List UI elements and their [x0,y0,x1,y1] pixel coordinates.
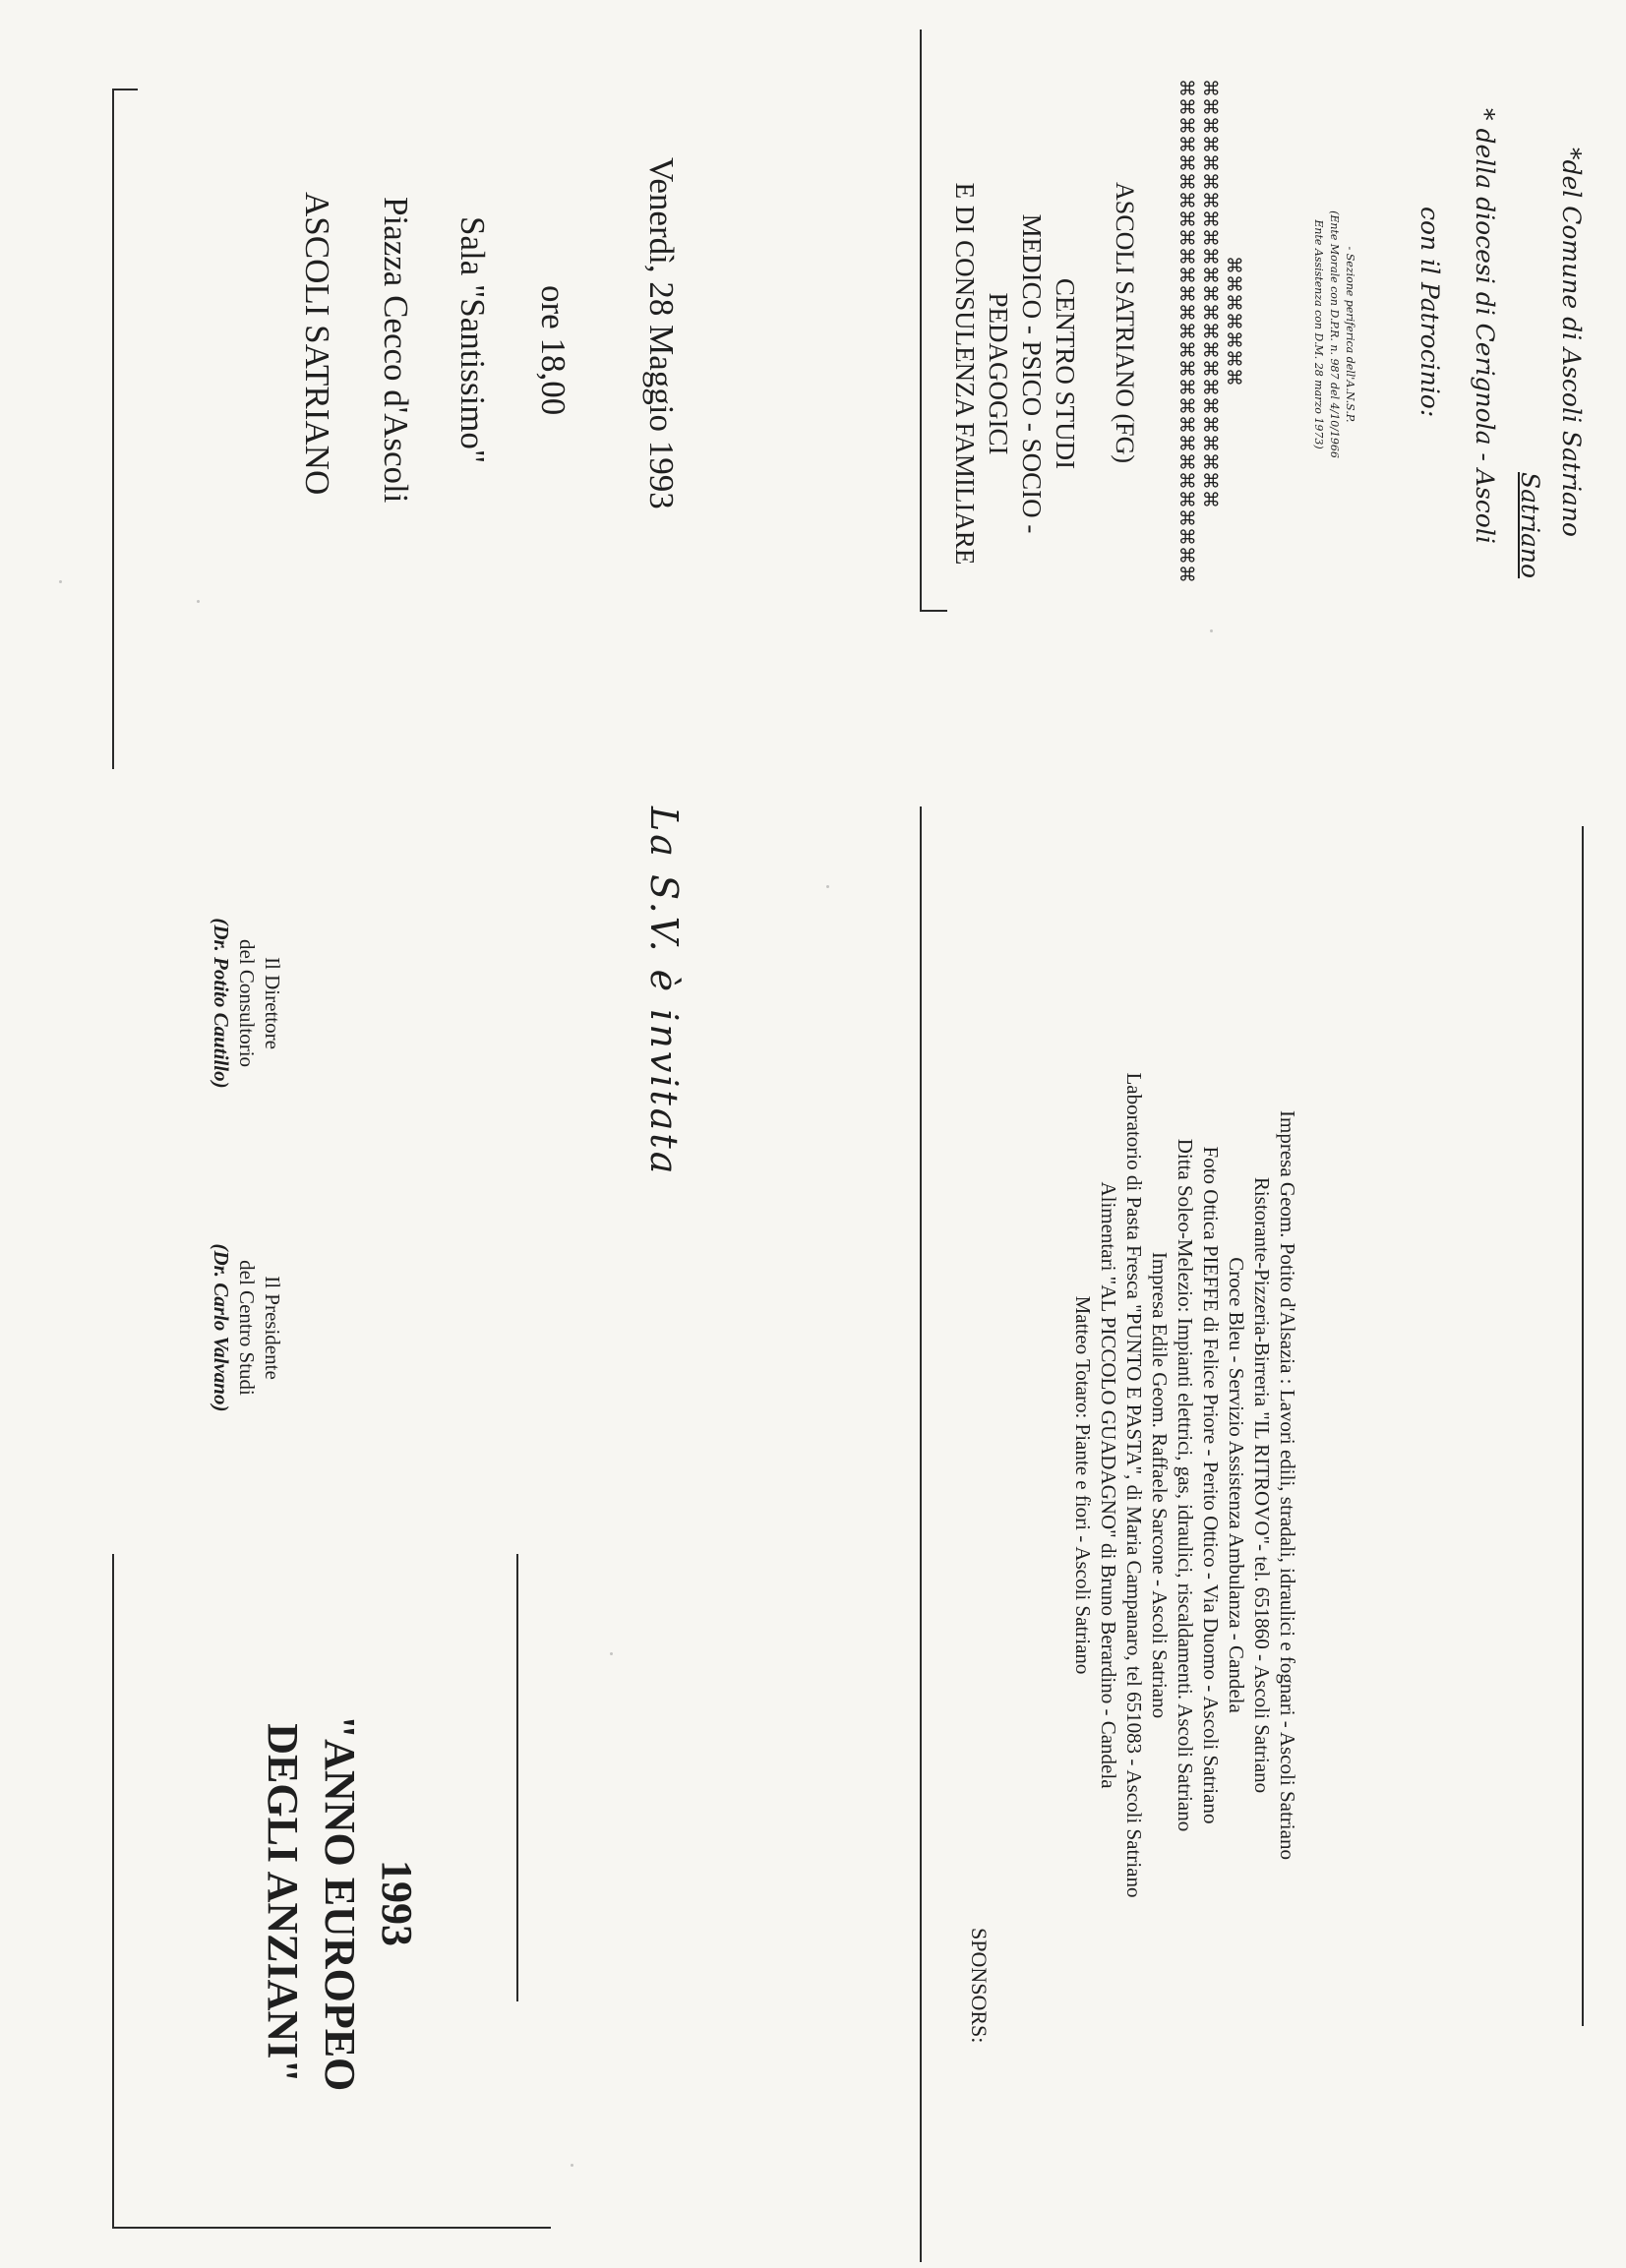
frame-right-top-horizontal [920,610,947,612]
sponsors-list [1070,944,1300,2026]
sponsors-heading: SPONSORS: [967,1928,992,2044]
sponsor-item: Matteo Totaro: Piante e fiori - Ascoli Satriano [1071,1295,1095,1675]
organizer-block [948,118,1082,629]
frame-title-divider [516,1554,518,2001]
title-block [254,1682,425,2124]
legal-line3: Ente Assistenza con D.M. 28 marzo 1973) [1312,219,1325,449]
patronage-item2: *del Comune di Ascoli Satriano [1557,148,1586,537]
organizer-line3: PEDAGOGICI [984,292,1013,455]
ornament-border-c [1222,256,1245,452]
patronage-item1b: Satriano [1516,472,1544,579]
organizer-location-wrap [1108,182,1141,575]
event-address: Piazza Cecco d'Ascoli [377,197,415,504]
frame-left-vertical-bottom [112,1554,114,2229]
ornament-border-b [1198,79,1222,590]
organizer-line4: E DI CONSULENZA FAMILIARE [950,182,980,566]
president-title2: del Centro Studi [235,1260,259,1396]
ornament-row-a: ⌘⌘⌘⌘⌘⌘⌘⌘⌘⌘⌘⌘⌘⌘⌘⌘⌘⌘⌘⌘⌘⌘⌘⌘⌘⌘⌘ [1175,79,1197,583]
sponsor-item: Impresa Edile Geom. Raffaele Sarcone - Ascoli Satriano [1148,1251,1172,1719]
scan-speck [59,580,62,583]
director-name: (Dr. Potito Cautillo) [210,918,233,1089]
sponsor-item: Alimentari "AL PICCOLO GUADAGNO" di Bruno Berardino - Candela [1097,1181,1120,1789]
president-signature [209,1210,285,1446]
director-title2: del Consultorio [235,938,259,1068]
organizer-line1: CENTRO STUDI [1051,277,1080,470]
event-block [633,157,689,610]
event-time-wrap [525,285,580,580]
sponsor-item: Ristorante-Pizzeria-Birreria "IL RITROVO"- tel. 651860 - Ascoli Satriano [1250,1176,1274,1794]
sponsor-item: Impresa Geom. Potito d'Alsazia : Lavori edili, stradali, idraulici e fognari - Ascoli Satriano [1276,1110,1299,1860]
scan-speck [1210,629,1213,632]
event-address-wrap [368,197,423,610]
frame-left-vertical-top [112,89,114,769]
scan-speck [610,1652,613,1655]
title-line2: DEGLI ANZIANI" [259,1723,307,2083]
sponsor-item: Laboratorio di Pasta Fresca "PUNTO E PASTA", di Maria Campanaro, tel 651083 - Ascoli Satriano [1122,1072,1146,1898]
patronage-item1b-wrap [1513,472,1546,610]
organizer-location: ASCOLI SATRIANO (FG) [1111,182,1139,464]
legal-line2: (Ente Morale con D.P.R. n. 987 del 4/10/1966 [1328,210,1341,458]
frame-right-bottom-vertical [920,806,922,2262]
event-venue-wrap [445,216,500,610]
director-signature [209,885,285,1121]
scan-speck [826,885,829,888]
invitation-wrap [639,806,689,1180]
sponsors-heading-wrap [964,1928,994,2124]
invitation-handwritten: La S.V. è invitata [642,806,686,1177]
frame-top-left-horizontal [112,89,138,90]
director-title1: Il Direttore [261,957,284,1049]
frame-far-right-vertical [1582,826,1584,2026]
patronage-item1-wrap [1468,108,1501,639]
event-venue: Sala "Santissimo" [453,216,492,464]
patronage-item1: * della diocesi di Cerignola - Ascoli [1471,108,1499,544]
title-year: 1993 [373,1860,421,1946]
event-city: ASCOLI SATRIANO [298,192,336,496]
sponsor-item: Ditta Soleo-Melezio: Impianti elettrici, gas, idraulici, riscaldamenti. Ascoli Satriano [1174,1138,1197,1832]
event-date: Venerdì, 28 Maggio 1993 [642,157,681,509]
organizer-line2: MEDICO - PSICO - SOCIO - [1017,213,1047,534]
patronage-heading-wrap [1413,207,1446,521]
frame-bottom-horizontal [112,2227,551,2229]
event-city-wrap [289,192,344,605]
scan-speck [571,2164,573,2167]
ornament-row-b: ⌘⌘⌘⌘⌘⌘⌘⌘⌘⌘⌘⌘⌘⌘⌘⌘⌘⌘⌘⌘⌘⌘⌘ [1199,79,1221,508]
president-name: (Dr. Carlo Valvano) [210,1243,233,1412]
frame-right-top-vertical [920,30,922,610]
patronage-item2-wrap [1554,148,1588,610]
ornament-row-c: ⌘⌘⌘⌘⌘⌘⌘ [1223,256,1244,387]
president-title1: Il Presidente [261,1276,284,1380]
event-time: ore 18,00 [534,285,572,416]
title-line1: "ANNO EUROPEO [316,1714,364,2092]
sponsor-item: Croce Bleu - Servizio Assistenza Ambulanza - Candela [1225,1257,1248,1713]
scan-speck [197,600,200,603]
patronage-heading: con il Patrocinio: [1415,207,1444,418]
ornament-border-a [1174,79,1198,590]
legal-line1: - Sezione periferica dell'A.N.S.P. [1344,246,1356,423]
sponsor-item: Foto Ottica PIEFFE di Felice Priore - Perito Ottico - Via Duomo - Ascoli Satriano [1199,1146,1223,1824]
legal-block [1310,167,1357,502]
